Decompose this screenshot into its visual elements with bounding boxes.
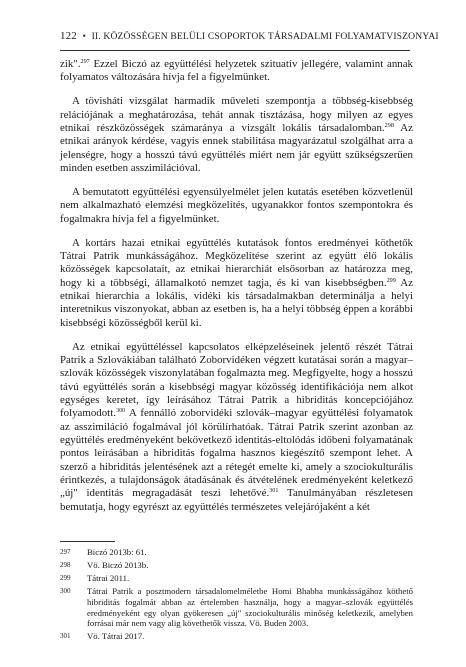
footnote-ref: 300: [115, 407, 126, 415]
paragraph-text: A fennálló zoborvidéki szlovák–magyar együttélési folyamatok az asszimiláció fogalmával jól körülírhatóak. Tátrai Patrik szerint azonban az együttélés eredményeként bekövetkező identitás-eltolódás időbeni folyamatának pontos leírásában a hibriditás fogalma hasznos kiegészítő szempont lehet. A szerző a hibriditás jelentésének azt a rétegét emelte ki, amely a szociokulturális érintkezés, a tulajdonságok átadásának és átvételének eredményeként keletkező „új" identitás megragadását teszi lehetővé.: [60, 407, 413, 500]
running-header: [60, 30, 439, 42]
paragraph-text: Az etnikai együttéléssel kapcsolatos elképzeléseinek jelentő részét Tátrai Patrik a Szlovákiában található Zoborvidéken végzett kutatásai során a magyar–szlovák közösségek viszonylatában fogalmazta meg. Megfigyelte, hogy a hosszú távú együttélés során a kisebbségi magyar közösség identifikációja nem alkot egységes keretet, így leírásához Tátrai Patrik a hibriditás koncepciójához folyamodott.: [60, 340, 413, 420]
footnote-ref: 301: [269, 487, 279, 495]
footnote-number: 301: [60, 632, 71, 641]
footnote-text: Vö. Tátrai 2017.: [87, 631, 145, 642]
footnote-number: 300: [60, 586, 71, 595]
footnote-text: Tátrai 2011.: [87, 572, 130, 583]
footnote-ref: 298: [384, 121, 394, 129]
footnote: [60, 560, 413, 571]
paragraph-text: A bemutatott együttélési egyensúlyelmélet jelen kutatás esetében közvetlenül nem alkalmazható elemzési megközelítés, ugyanakkor fontos szempontokra és fogalmakra hívja fel a figyelmünket.: [60, 185, 413, 225]
footnote-number: 298: [60, 560, 71, 569]
paragraph: [60, 341, 413, 514]
footnote-number: 299: [60, 573, 71, 582]
header-separator: •: [82, 31, 87, 42]
footnote-number: 297: [60, 548, 71, 556]
body-text: [60, 58, 413, 514]
footnote: [60, 586, 413, 630]
paragraph-text: A kortárs hazai etnikai együttélés kutatások fontos eredményei köthetők Tátrai Patrik munkásságához. Megközelítése szerint az együtt élő lokális közösségek kapcsolatait, az etnikai hierarchiát elsősorban az határozza meg, hogy ki a többségi, államalkotó nemzet tagja, és ki van kisebbségben.: [60, 236, 413, 289]
footnote-text: Biczó 2013b: 61.: [87, 547, 147, 557]
paragraph: [60, 95, 413, 175]
paragraph-text: Az etnikai hierarchia a lokális, vidéki kis társadalmakban determinálja a helyi interetnikus viszonyokat, abban az esetben is, ha a helyi többség éppen a korábbi kisebbségi közösségből kerül ki.: [60, 276, 413, 329]
page-number: 122: [60, 30, 77, 42]
paragraph: [60, 58, 413, 85]
footnote: [60, 573, 413, 584]
footnote-ref: 299: [386, 276, 396, 284]
footnote: [60, 631, 413, 642]
paragraph-text: Tanulmányában részletesen bemutatja, hogy egyrészt az együttélés természetes velejárójaként a két: [60, 487, 413, 513]
paragraph-text: Az etnikai arányok kérdése, vagyis ennek stabilitása magyarázatul szolgálhat arra a jelenségre, hogy a hosszú távú együttélés miért nem jár együtt szükségszerűen minden esetben asszimilációval.: [60, 121, 414, 174]
footnote-text: Tátrai Patrik a posztmodern társadalomelméletbe Homi Bhabha munkásságához köthető hibriditás fogalmát abban az értelemben használja, hogy a magyar–szlovák együttélés eredményeként egy olyan gyökeresen „új" szociokulturális minőség keletkezik, amelyben forrásai már nem vagy alig követhetők vissza. Vö. Buden 2003.: [87, 585, 413, 629]
paragraph: [60, 237, 413, 330]
footnote: [60, 547, 413, 558]
paragraph: [60, 186, 413, 226]
paragraph-text: zik".: [60, 58, 81, 70]
paragraph-text: Ezzel Biczó az együttélési helyzetek szituatív jellegére, valamint annak folyamatos változására hívja fel a figyelmünket.: [60, 58, 413, 84]
running-title: II. KÖZÖSSÉGEN BELÜLI CSOPORTOK TÁRSADALMI FOLYAMATVISZONYAI: [91, 31, 439, 42]
header-rule: [60, 50, 410, 51]
footnotes: [60, 547, 413, 644]
footnote-text: Vö. Biczó 2013b.: [87, 559, 149, 570]
footnote-ref: 297: [80, 58, 90, 65]
paragraph-text: A tövisháti vizsgálat harmadik műveleti szempontja a többség-kisebbség relációjának a meghatározása, tehát annak tisztázása, hogy milyen az egyes etnikai részközösségek számaránya a vizsgált lokális társadalomban.: [60, 95, 413, 134]
footnote-rule: [60, 541, 115, 542]
